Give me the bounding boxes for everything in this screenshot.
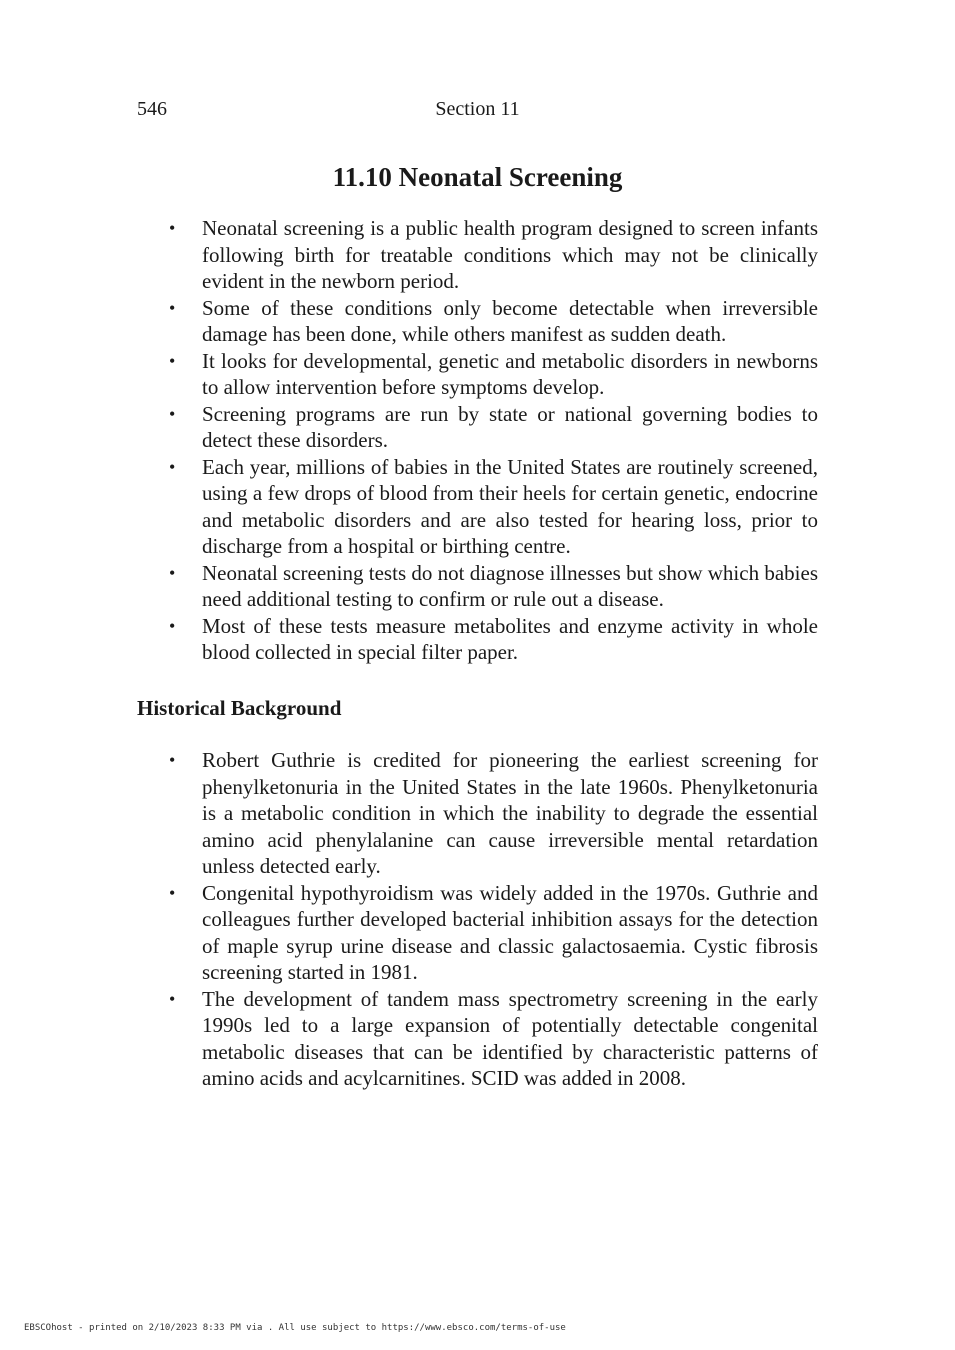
bullet-text: The development of tandem mass spectrometry screening in the early 1990s led to a large expansion of potentially detectable congenital metabolic diseases that can be identified by characteristic patterns of amino acids and acylcarnitines. SCID was added in 2008. xyxy=(202,986,818,1090)
bullet-icon: • xyxy=(169,350,176,371)
bullet-text: Congenital hypothyroidism was widely added in the 1970s. Guthrie and colleagues further developed bacterial inhibition assays for the detection of maple syrup urine disease and classic galactosaemia. Cystic fibrosis screening started in 1981. xyxy=(202,880,818,984)
bullet-icon: • xyxy=(169,456,176,477)
bullet-icon: • xyxy=(169,988,176,1009)
bullet-item xyxy=(169,348,818,401)
bullet-item xyxy=(169,454,818,560)
historical-bullet-list xyxy=(169,747,818,1092)
bullet-icon: • xyxy=(169,218,176,238)
bullet-text: Some of these conditions only become detectable when irreversible damage has been done, while others manifest as sudden death. xyxy=(202,295,818,346)
bullet-icon: • xyxy=(169,562,176,583)
running-head: Section 11 xyxy=(435,98,520,120)
bullet-text: Neonatal screening is a public health program designed to screen infants following birth for treatable conditions which may not be clinically evident in the newborn period. xyxy=(202,216,818,293)
bullet-text: Most of these tests measure metabolites and enzyme activity in whole blood collected in special filter paper. xyxy=(202,613,818,664)
historical-background-heading: Historical Background xyxy=(137,696,342,720)
bullet-icon: • xyxy=(169,882,176,903)
bullet-item xyxy=(169,880,818,986)
bullet-text: Neonatal screening tests do not diagnose illnesses but show which babies need additional testing to confirm or rule out a disease. xyxy=(202,560,818,611)
bullet-icon: • xyxy=(169,615,176,636)
bullet-icon: • xyxy=(169,297,176,318)
bullet-text: It looks for developmental, genetic and metabolic disorders in newborns to allow intervention before symptoms develop. xyxy=(202,348,818,399)
page-number: 546 xyxy=(137,98,167,120)
bullet-item xyxy=(169,560,818,613)
bullet-text: Each year, millions of babies in the United States are routinely screened, using a few drops of blood from their heels for certain genetic, endocrine and metabolic disorders and are also tested for hearing loss, prior to discharge from a hospital or birthing centre. xyxy=(202,454,818,558)
bullet-icon: • xyxy=(169,403,176,424)
section-title: 11.10 Neonatal Screening xyxy=(332,162,623,192)
print-footer: EBSCOhost - printed on 2/10/2023 8:33 PM via . All use subject to https://www.ebsco.com/terms-of-use xyxy=(24,1323,566,1333)
bullet-item xyxy=(169,986,818,1092)
bullet-item xyxy=(169,613,818,666)
bullet-text: Screening programs are run by state or national governing bodies to detect these disorders. xyxy=(202,401,818,452)
bullet-item xyxy=(169,295,818,348)
bullet-item xyxy=(169,401,818,454)
bullet-text: Robert Guthrie is credited for pioneering the earliest screening for phenylketonuria in the United States in the late 1960s. Phenylketonuria is a metabolic condition in which the inability to degrade the essential amino acid phenylalanine can cause irreversible mental retardation unless detected early. xyxy=(202,748,818,878)
bullet-icon: • xyxy=(169,750,176,770)
intro-bullet-list xyxy=(169,215,818,666)
bullet-item xyxy=(169,747,818,880)
bullet-item xyxy=(169,215,818,295)
